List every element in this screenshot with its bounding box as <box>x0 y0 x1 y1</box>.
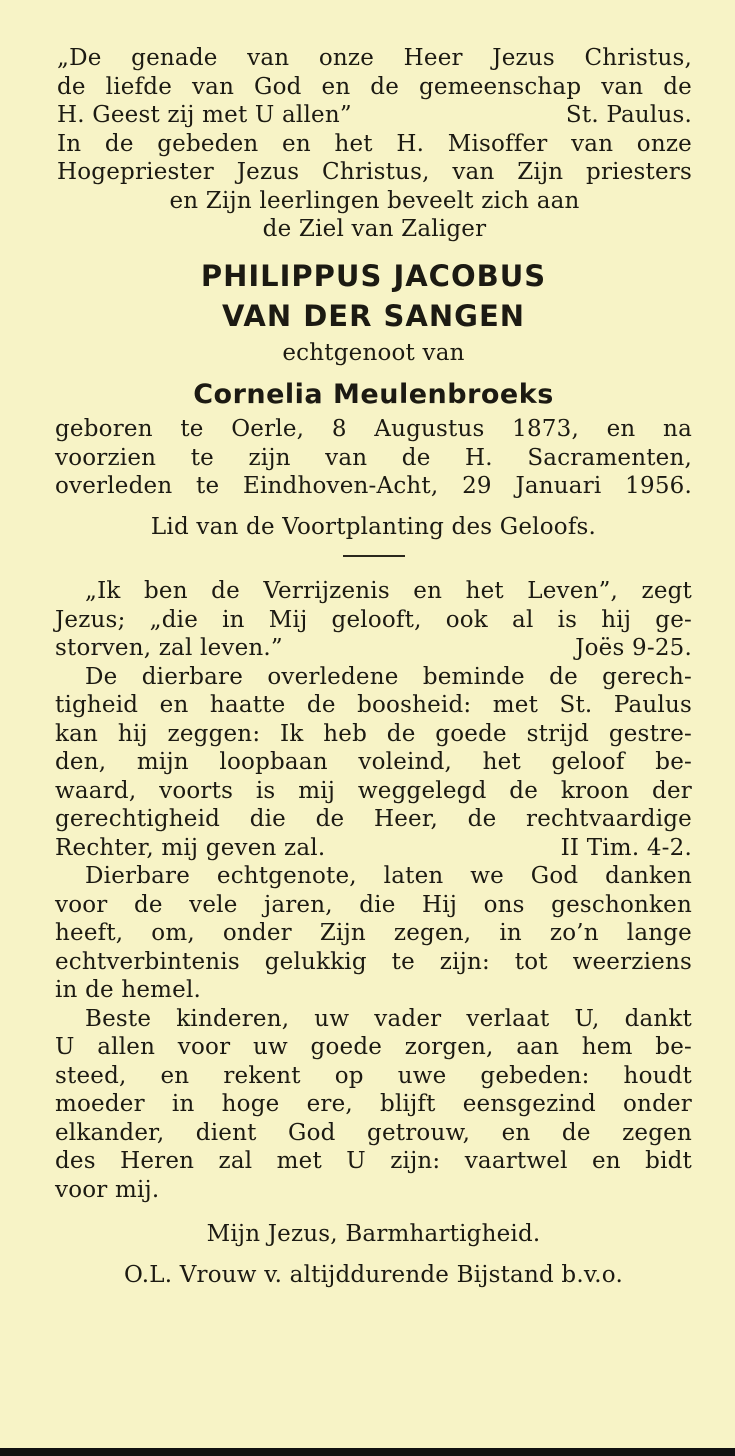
children-paragraph <box>55 1005 692 1205</box>
paragraph-line: steed, en rekent op uwe gebeden: houdt <box>55 1062 692 1089</box>
quote-attribution-line <box>57 101 692 130</box>
deceased-name-block <box>55 256 692 336</box>
quote-line: „De genade van onze Heer Jezus Christus, <box>57 45 692 71</box>
deceased-name-line2: VAN DER SANGEN <box>221 298 526 333</box>
life-line: geboren te Oerle, 8 Augustus 1873, en na <box>55 416 692 442</box>
scripture-attribution-line <box>55 634 692 663</box>
paragraph-line: des Heren zal met U zijn: vaartwel en bidt <box>55 1148 692 1174</box>
righteousness-paragraph <box>55 663 692 863</box>
scripture-line: Jezus; „die in Mij gelooft, ook al is hij ge- <box>55 606 692 633</box>
paragraph-line: echtverbintenis gelukkig te zijn: tot weerziens <box>55 948 692 975</box>
life-line: overleden te Eindhoven-Acht, 29 Januari 1956. <box>55 473 692 499</box>
scripture-quote <box>55 577 692 663</box>
paragraph-line: Dierbare echtgenote, laten we God danken <box>85 863 692 889</box>
paragraph-line: kan hij zeggen: Ik heb de goede strijd gestre- <box>55 720 692 747</box>
intercession-line: en Zijn leerlingen beveelt zich aan <box>169 187 580 214</box>
paragraph-line-text: Rechter, mij geven zal. <box>55 834 326 861</box>
scripture-source: Joës 9-25. <box>575 635 692 661</box>
paragraph-line: voor mij. <box>55 1176 160 1203</box>
divider <box>343 555 405 557</box>
scripture-line: „Ik ben de Verrijzenis en het Leven”, zegt <box>85 578 692 604</box>
closing-prayer-2: O.L. Vrouw v. altijddurende Bijstand b.v.o. <box>124 1261 623 1288</box>
paragraph-line: U allen voor uw goede zorgen, aan hem be- <box>55 1034 692 1060</box>
card-bottom-edge <box>0 1448 735 1456</box>
paragraph-line: De dierbare overledene beminde de gerech- <box>85 663 692 690</box>
paragraph-line: Beste kinderen, uw vader verlaat U, dankt <box>85 1005 692 1032</box>
deceased-name-line1: PHILIPPUS JACOBUS <box>200 258 547 293</box>
quote-line-text: H. Geest zij met U allen” <box>57 102 352 128</box>
intercession-line: Hogepriester Jezus Christus, van Zijn priesters <box>57 159 692 185</box>
paragraph-line: den, mijn loopbaan voleind, het geloof be- <box>55 749 692 775</box>
life-line: voorzien te zijn van de H. Sacramenten, <box>55 444 692 471</box>
paragraph-line: waard, voorts is mij weggelegd de kroon der <box>55 777 692 804</box>
righteousness-attribution-line <box>55 834 692 863</box>
spouse-paragraph <box>55 862 692 1005</box>
paragraph-line: tigheid en haatte de boosheid: met St. Paulus <box>55 692 692 718</box>
spouse-name: Cornelia Meulenbroeks <box>193 379 554 410</box>
righteousness-source: II Tim. 4-2. <box>560 834 692 861</box>
card-content <box>55 44 692 1289</box>
paragraph-line: heeft, om, onder Zijn zegen, in zo’n lange <box>55 920 692 946</box>
quote-source: St. Paulus. <box>565 102 692 128</box>
closing-prayer-1: Mijn Jezus, Barmhartigheid. <box>206 1221 541 1247</box>
paragraph-line: moeder in hoge ere, blijft eensgezind onder <box>55 1091 692 1117</box>
membership: Lid van de Voortplanting des Geloofs. <box>150 513 597 540</box>
paragraph-line: gerechtigheid die de Heer, de rechtvaardige <box>55 806 692 832</box>
intercession-line: de Ziel van Zaliger <box>262 216 487 242</box>
life-details <box>55 415 692 501</box>
opening-quote <box>55 44 692 244</box>
relation: echtgenoot van <box>282 339 465 366</box>
paragraph-line: voor de vele jaren, die Hij ons geschonken <box>55 891 692 918</box>
paragraph-line: elkander, dient God getrouw, en de zegen <box>55 1119 692 1146</box>
paragraph-line: in de hemel. <box>55 977 202 1003</box>
scripture-line-text: storven, zal leven.” <box>55 635 283 661</box>
quote-line: de liefde van God en de gemeenschap van de <box>57 73 692 100</box>
intercession-line: In de gebeden en het H. Misoffer van onze <box>57 130 692 157</box>
